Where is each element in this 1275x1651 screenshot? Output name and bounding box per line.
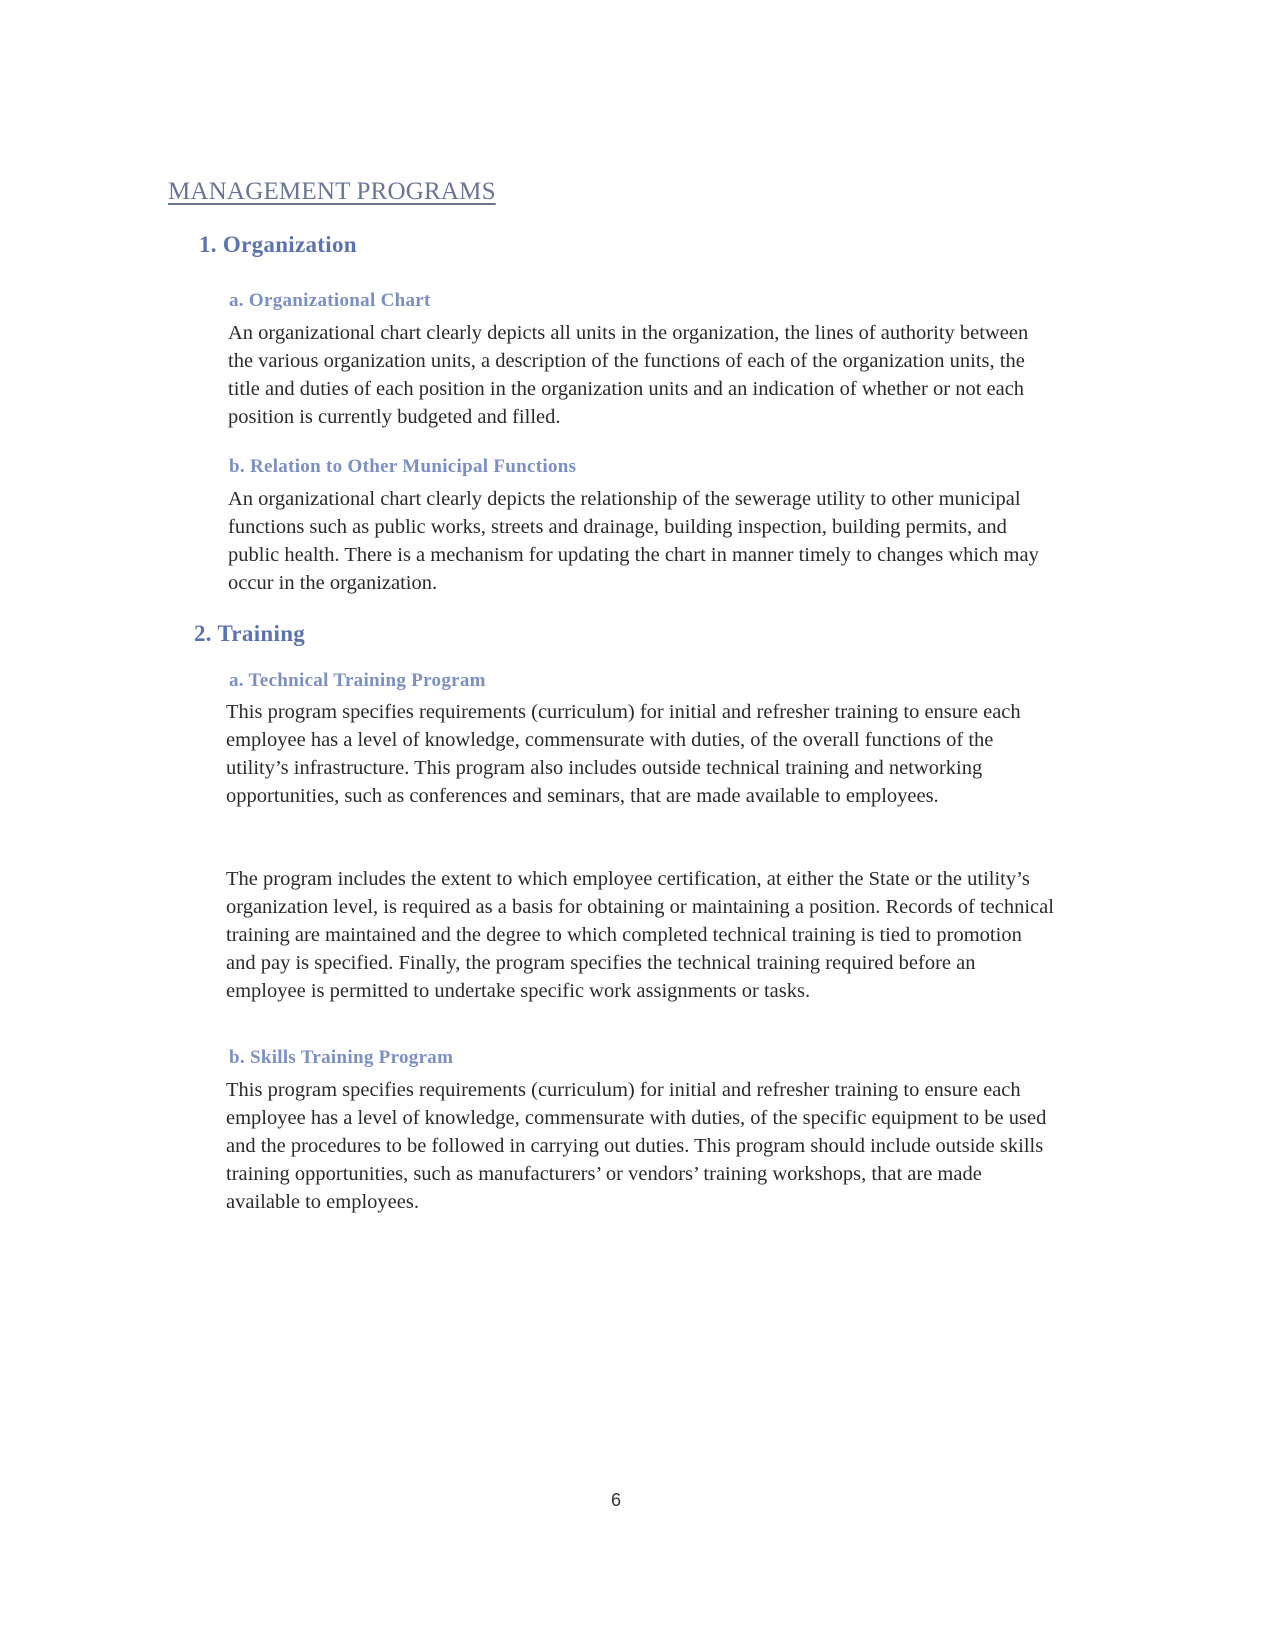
section-heading-organization: 1. Organization [199, 232, 357, 257]
subsection-heading-organizational-chart: a. Organizational Chart [229, 290, 431, 311]
page-number: 6 [610, 1490, 621, 1510]
paragraph-organizational-chart: An organizational chart clearly depicts all units in the organization, the lines of authority between the various organization units, a description of the functions of each of the organization units, the title and duties of each position in the organization units and an indication of whether or not each position is currently budgeted and filled. [228, 322, 1029, 428]
page-title: MANAGEMENT PROGRAMS [168, 178, 496, 205]
paragraph-technical-training-2: The program includes the extent to which employee certification, at either the State or the utility’s organization level, is required as a basis for obtaining or maintaining a position. Records of technical training are maintained and the degree to which completed technical training is tied to promotion and pay is specified. Finally, the program specifies the technical training required before an employee is permitted to undertake specific work assignments or tasks. [226, 868, 1054, 1002]
paragraph-relation-municipal-functions: An organizational chart clearly depicts the relationship of the sewerage utility to other municipal functions such as public works, streets and drainage, building inspection, building permits, and public health. There is a mechanism for updating the chart in manner timely to changes which may occur in the organization. [228, 488, 1039, 594]
paragraph-skills-training: This program specifies requirements (curriculum) for initial and refresher training to ensure each employee has a level of knowledge, commensurate with duties, of the specific equipment to be used and the procedures to be followed in carrying out duties. This program should include outside skills training opportunities, such as manufacturers’ or vendors’ training workshops, that are made available to employees. [226, 1079, 1047, 1213]
paragraph-technical-training-1: This program specifies requirements (curriculum) for initial and refresher training to ensure each employee has a level of knowledge, commensurate with duties, of the overall functions of the utility’s infrastructure. This program also includes outside technical training and networking opportunities, such as conferences and seminars, that are made available to employees. [226, 701, 1021, 807]
subsection-heading-relation-municipal-functions: b. Relation to Other Municipal Functions [229, 456, 577, 477]
subsection-heading-technical-training: a. Technical Training Program [229, 670, 486, 691]
subsection-heading-skills-training: b. Skills Training Program [229, 1047, 454, 1068]
section-heading-training: 2. Training [194, 621, 306, 646]
